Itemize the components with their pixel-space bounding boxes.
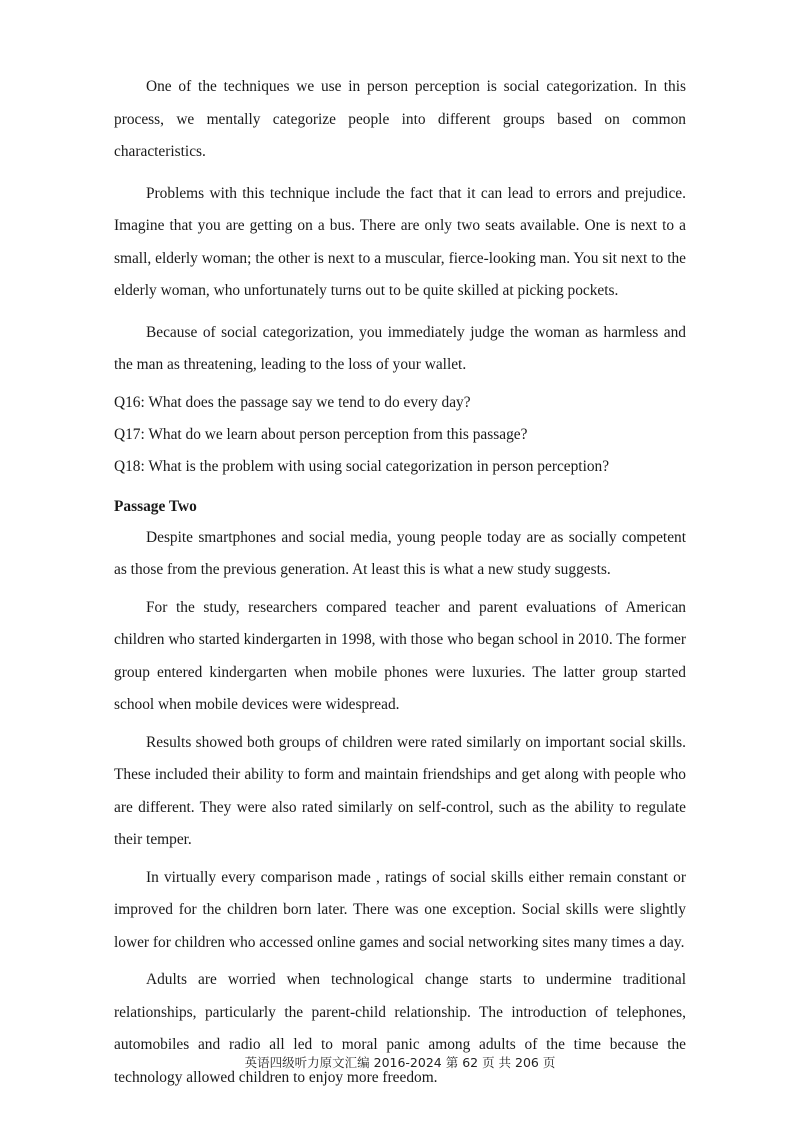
passage-two-paragraph-5: Adults are worried when technological change starts to undermine traditional relationships, particularly the parent-child relationship. The introduction of telephones, automobiles and radio all led to moral panic among adults of the time because the technology allowed children to enjoy more freedom. bbox=[114, 971, 686, 1086]
passage-one-paragraph-1: One of the techniques we use in person perception is social categorization. In this process, we mentally categorize people into different groups based on common characteristics. bbox=[114, 78, 686, 160]
page-content bbox=[114, 71, 686, 1099]
passage-one-paragraph-2: Problems with this technique include the fact that it can lead to errors and prejudice. Imagine that you are getting on a bus. There are only two seats available. One is next to a small, elderly woman; the other is next to a muscular, fierce-looking man. You sit next to the elderly woman, who unfortunately turns out to be quite skilled at picking pockets. bbox=[114, 184, 686, 299]
passage-one-paragraph-3: Because of social categorization, you immediately judge the woman as harmless and the man as threatening, leading to the loss of your wallet. bbox=[114, 323, 686, 373]
question-18: Q18: What is the problem with using social categorization in person perception? bbox=[114, 457, 610, 475]
passage-two-paragraph-1: Despite smartphones and social media, young people today are as socially competent as those from the previous generation. At least this is what a new study suggests. bbox=[114, 528, 686, 578]
passage-two-paragraph-2: For the study, researchers compared teacher and parent evaluations of American children who started kindergarten in 1998, with those who began school in 2010. The former group entered kindergarten when mobile phones were luxuries. The latter group started school when mobile devices were widespread. bbox=[114, 598, 686, 713]
question-16: Q16: What does the passage say we tend to do every day? bbox=[114, 393, 471, 411]
page-footer: 英语四级听力原文汇编 2016-2024 第 62 页 共 206 页 bbox=[244, 1055, 556, 1070]
passage-two-heading: Passage Two bbox=[114, 497, 197, 515]
passage-two-paragraph-3: Results showed both groups of children were rated similarly on important social skills. These included their ability to form and maintain friendships and get along with people who are different. They were also rated similarly on self-control, such as the ability to regulate their temper. bbox=[114, 733, 686, 848]
question-17: Q17: What do we learn about person perception from this passage? bbox=[114, 425, 528, 443]
question-list bbox=[114, 387, 686, 483]
passage-two-paragraph-4: In virtually every comparison made , ratings of social skills either remain constant or improved for the children born later. There was one exception. Social skills were slightly lower for children who accessed online games and social networking sites many times a day. bbox=[114, 868, 686, 951]
